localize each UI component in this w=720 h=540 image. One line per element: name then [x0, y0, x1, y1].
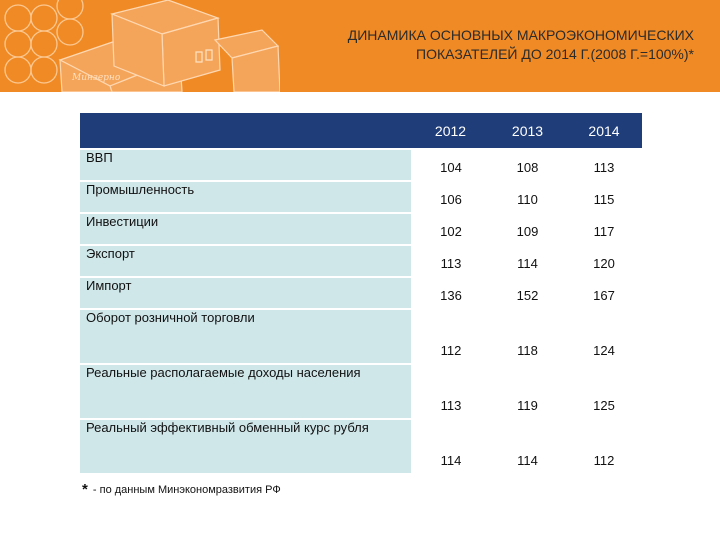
slide-title — [264, 26, 694, 64]
table-header-row — [80, 113, 642, 149]
cell-value: 113 — [412, 364, 489, 419]
row-label: Реальные располагаемые доходы населения — [80, 364, 412, 419]
cell-value: 124 — [566, 309, 642, 364]
table-row — [80, 181, 642, 213]
row-label: Оборот розничной торговли — [80, 309, 412, 364]
cell-value: 102 — [412, 213, 489, 245]
cell-value: 118 — [489, 309, 566, 364]
cell-value: 117 — [566, 213, 642, 245]
row-label: Экспорт — [80, 245, 412, 277]
table-row — [80, 364, 642, 419]
indicators-table — [80, 113, 642, 475]
cell-value: 114 — [412, 419, 489, 474]
footnote-text: - по данным Минэкономразвития РФ — [89, 484, 281, 496]
table-row — [80, 245, 642, 277]
footnote — [82, 481, 281, 498]
svg-text:Минзерно: Минзерно — [72, 73, 121, 83]
year-header: 2012 — [412, 113, 489, 149]
header-label-cell — [80, 113, 412, 149]
cell-value: 110 — [489, 181, 566, 213]
cell-value: 112 — [566, 419, 642, 474]
cell-value: 114 — [489, 419, 566, 474]
header-banner — [0, 0, 720, 92]
slide-title-line-2: ПОКАЗАТЕЛЕЙ ДО 2014 Г.(2008 Г.=100%)* — [416, 46, 694, 62]
cell-value: 112 — [412, 309, 489, 364]
footnote-mark: * — [82, 481, 88, 498]
table-row — [80, 149, 642, 181]
cell-value: 136 — [412, 277, 489, 309]
cell-value: 119 — [489, 364, 566, 419]
row-label: Инвестиции — [80, 213, 412, 245]
cell-value: 167 — [566, 277, 642, 309]
table-row — [80, 213, 642, 245]
cell-value: 114 — [489, 245, 566, 277]
cell-value: 115 — [566, 181, 642, 213]
row-label: Импорт — [80, 277, 412, 309]
cell-value: 120 — [566, 245, 642, 277]
cell-value: 104 — [412, 149, 489, 181]
boxes-illustration — [0, 0, 280, 92]
row-label: Реальный эффективный обменный курс рубля — [80, 419, 412, 474]
cell-value: 108 — [489, 149, 566, 181]
cell-value: 113 — [566, 149, 642, 181]
cell-value: 113 — [412, 245, 489, 277]
cell-value: 109 — [489, 213, 566, 245]
slide-title-line-1: ДИНАМИКА ОСНОВНЫХ МАКРОЭКОНОМИЧЕСКИХ — [347, 27, 694, 43]
row-label: Промышленность — [80, 181, 412, 213]
table-row — [80, 309, 642, 364]
cell-value: 152 — [489, 277, 566, 309]
table-row — [80, 419, 642, 474]
table-row — [80, 277, 642, 309]
row-label: ВВП — [80, 149, 412, 181]
year-header: 2014 — [566, 113, 642, 149]
year-header: 2013 — [489, 113, 566, 149]
cell-value: 125 — [566, 364, 642, 419]
cell-value: 106 — [412, 181, 489, 213]
